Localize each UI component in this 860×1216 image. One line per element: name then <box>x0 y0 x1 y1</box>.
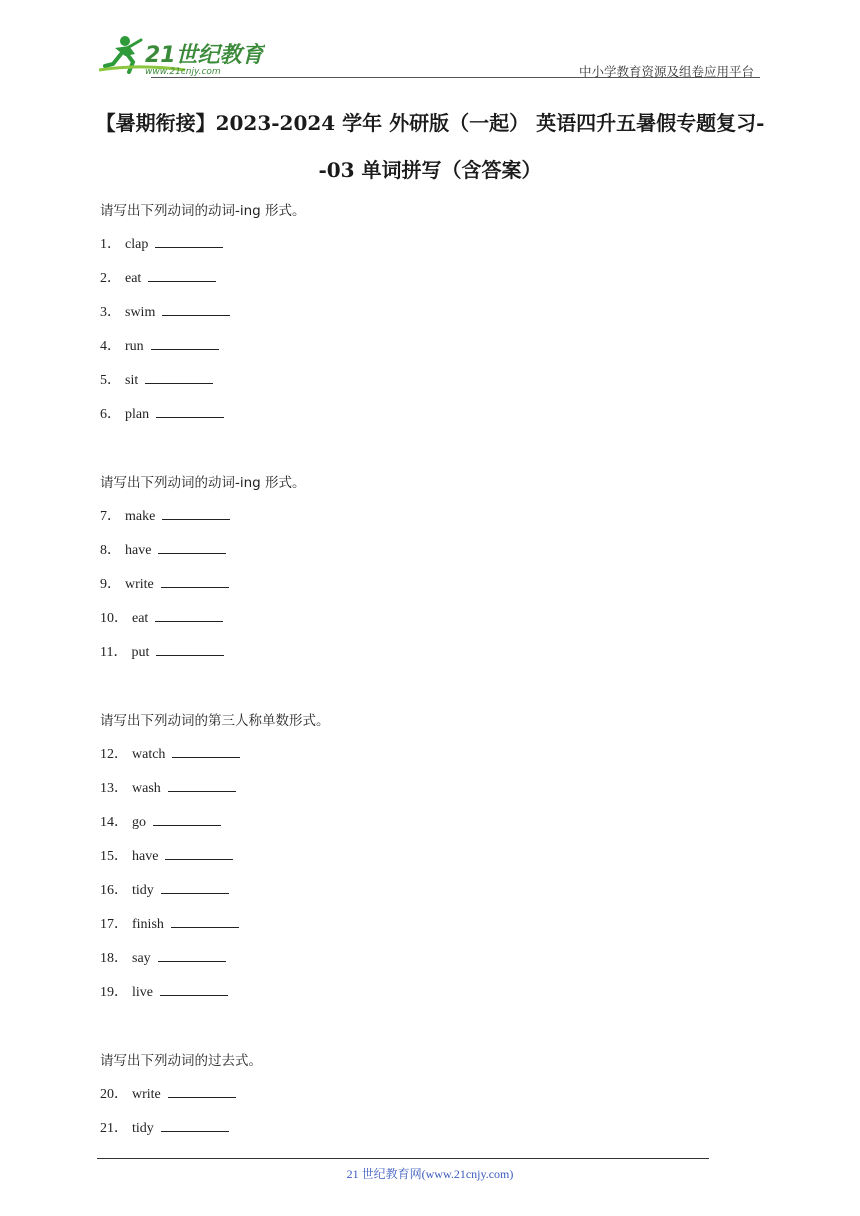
question-number: 5． <box>100 373 121 388</box>
footer-divider <box>97 1158 709 1159</box>
answer-blank[interactable] <box>161 573 229 588</box>
question-word: eat <box>132 611 149 626</box>
question-item <box>100 228 750 262</box>
answer-blank[interactable] <box>160 981 228 996</box>
question-item <box>100 568 750 602</box>
answer-blank[interactable] <box>171 913 239 928</box>
question-item <box>100 908 750 942</box>
question-item <box>100 942 750 976</box>
question-word: swim <box>125 305 156 320</box>
logo-url: www.21cnjy.com <box>145 67 221 77</box>
site-logo[interactable] <box>95 32 265 78</box>
answer-blank[interactable] <box>155 607 223 622</box>
logo-text: 21世纪教育 <box>145 43 264 68</box>
question-item <box>100 330 750 364</box>
answer-blank[interactable] <box>165 845 233 860</box>
question-item <box>100 602 750 636</box>
question-number: 7． <box>100 509 121 524</box>
answer-blank[interactable] <box>155 233 223 248</box>
question-item <box>100 534 750 568</box>
platform-tagline: 中小学教育资源及组卷应用平台 <box>578 64 754 79</box>
question-number: 18． <box>100 951 128 966</box>
question-number: 20． <box>100 1087 128 1102</box>
question-word: write <box>132 1087 161 1102</box>
header-divider <box>151 77 760 78</box>
answer-blank[interactable] <box>168 1083 236 1098</box>
answer-blank[interactable] <box>145 369 213 384</box>
question-item <box>100 976 750 1010</box>
answer-blank[interactable] <box>162 301 230 316</box>
question-number: 13． <box>100 781 128 796</box>
answer-blank[interactable] <box>151 335 219 350</box>
question-number: 17． <box>100 917 128 932</box>
answer-blank[interactable] <box>158 947 226 962</box>
section-gap <box>100 670 750 704</box>
answer-blank[interactable] <box>168 777 236 792</box>
question-number: 16． <box>100 883 128 898</box>
question-word: write <box>125 577 154 592</box>
answer-blank[interactable] <box>172 743 240 758</box>
footer-link[interactable]: 21 世纪教育网(www.21cnjy.com) <box>346 1167 514 1181</box>
question-number: 6． <box>100 407 121 422</box>
question-item <box>100 398 750 432</box>
question-word: say <box>132 951 151 966</box>
question-item <box>100 840 750 874</box>
section-gap <box>100 1010 750 1044</box>
question-word: live <box>132 985 153 1000</box>
answer-blank[interactable] <box>148 267 216 282</box>
document-title: 【暑期衔接】2023-2024 学年 外研版（一起） 英语四升五暑假专题复习--03 单词拼写（含答案） <box>95 111 765 182</box>
question-number: 12． <box>100 747 128 762</box>
question-word: put <box>131 645 150 660</box>
question-word: tidy <box>132 1121 154 1136</box>
answer-blank[interactable] <box>162 505 230 520</box>
question-number: 14． <box>100 815 128 830</box>
question-number: 15． <box>100 849 128 864</box>
question-word: wash <box>132 781 161 796</box>
question-word: watch <box>132 747 166 762</box>
question-number: 10． <box>100 611 128 626</box>
question-word: tidy <box>132 883 154 898</box>
question-word: sit <box>125 373 139 388</box>
question-number: 19． <box>100 985 128 1000</box>
question-word: clap <box>125 237 149 252</box>
question-item <box>100 500 750 534</box>
question-item <box>100 874 750 908</box>
section-instruction: 请写出下列动词的第三人称单数形式。 <box>100 713 330 729</box>
question-item <box>100 296 750 330</box>
question-word: go <box>132 815 146 830</box>
answer-blank[interactable] <box>161 1117 229 1132</box>
question-number: 2． <box>100 271 121 286</box>
question-word: plan <box>125 407 150 422</box>
section-instruction: 请写出下列动词的过去式。 <box>100 1053 262 1069</box>
question-item <box>100 364 750 398</box>
answer-blank[interactable] <box>156 403 224 418</box>
question-word: eat <box>125 271 142 286</box>
question-number: 9． <box>100 577 121 592</box>
question-word: have <box>132 849 159 864</box>
question-item <box>100 738 750 772</box>
question-item <box>100 262 750 296</box>
answer-blank[interactable] <box>156 641 224 656</box>
section-instruction: 请写出下列动词的动词-ing 形式。 <box>100 475 306 491</box>
exercise-content <box>100 194 750 1146</box>
answer-blank[interactable] <box>153 811 221 826</box>
question-item <box>100 636 750 670</box>
answer-blank[interactable] <box>158 539 226 554</box>
question-word: have <box>125 543 152 558</box>
question-word: finish <box>132 917 164 932</box>
question-item <box>100 1112 750 1146</box>
question-number: 1． <box>100 237 121 252</box>
question-item <box>100 806 750 840</box>
question-number: 21． <box>100 1121 128 1136</box>
question-number: 3． <box>100 305 121 320</box>
question-number: 11． <box>100 645 128 660</box>
answer-blank[interactable] <box>161 879 229 894</box>
page-header <box>95 30 760 80</box>
logo-graphic <box>95 32 265 78</box>
section-instruction: 请写出下列动词的动词-ing 形式。 <box>100 203 306 219</box>
question-number: 4． <box>100 339 121 354</box>
question-item <box>100 772 750 806</box>
question-number: 8． <box>100 543 121 558</box>
question-word: run <box>125 339 144 354</box>
question-word: make <box>125 509 156 524</box>
section-gap <box>100 432 750 466</box>
question-item <box>100 1078 750 1112</box>
